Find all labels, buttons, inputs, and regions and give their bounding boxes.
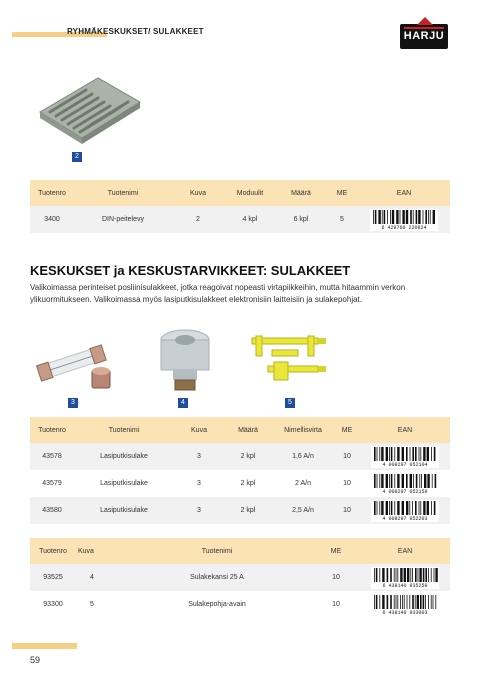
column-header: Määrä [276, 180, 326, 206]
barcode-bar [420, 595, 422, 609]
cell-kuva: 3 [174, 470, 224, 497]
barcode-bar [427, 501, 429, 515]
barcode-bar [402, 447, 404, 461]
barcode-bar [412, 568, 413, 582]
barcode-bar [425, 210, 427, 224]
din-cover-image [36, 72, 146, 150]
cell-ean [360, 497, 450, 524]
barcode-bar [386, 474, 388, 488]
barcode-bar [423, 447, 425, 461]
barcode-bar [423, 501, 425, 515]
barcode-bar [424, 474, 426, 488]
cell-maara: 2 kpl [224, 470, 272, 497]
barcode-bar [394, 501, 395, 515]
image-badge-3: 3 [68, 398, 78, 408]
column-header: Tuotenro [30, 180, 74, 206]
barcode-bar [425, 595, 426, 609]
barcode-bar [394, 474, 395, 488]
table-row [30, 206, 450, 233]
barcode-bar [394, 568, 395, 582]
barcode-bar [419, 474, 420, 488]
barcode-bar [434, 501, 436, 515]
barcode-bar [418, 210, 420, 224]
barcode [370, 209, 438, 231]
barcode-bar [396, 595, 397, 609]
barcode-bar [397, 447, 399, 461]
barcode-bar [386, 447, 388, 461]
barcode-bar [415, 568, 417, 582]
barcode-bar [386, 501, 388, 515]
barcode-bar [434, 568, 435, 582]
barcode-bar [407, 595, 408, 609]
glass-fuse-table [30, 417, 450, 524]
barcode-bar [432, 474, 433, 488]
cell-tuotenimi: DIN-peitelevy [74, 206, 172, 233]
barcode-bar [425, 568, 427, 582]
barcode-bar [419, 568, 421, 582]
barcode-bar [413, 210, 414, 224]
cell-kuva: 3 [174, 497, 224, 524]
cell-nimellisvirta: 2 A/n [272, 470, 334, 497]
barcode-bar [406, 501, 408, 515]
column-header: ME [312, 538, 360, 564]
barcode-bar [419, 501, 420, 515]
barcode-bar [423, 595, 425, 609]
logo-stripe [404, 27, 444, 29]
cell-kuva: 3 [174, 443, 224, 470]
barcode-bar [423, 210, 424, 224]
table-header-row [30, 180, 450, 206]
barcode-bar [392, 210, 394, 224]
barcode-bar [378, 210, 380, 224]
glass-fuse-image [36, 336, 120, 394]
barcode-bar [431, 595, 432, 609]
barcode-bar [413, 474, 414, 488]
barcode-bar [431, 501, 432, 515]
barcode-bar [390, 595, 392, 609]
table-row [30, 497, 450, 524]
barcode-bar [434, 447, 436, 461]
barcode-bar [416, 474, 418, 488]
cell-moduulit: 4 kpl [224, 206, 276, 233]
barcode-bar [431, 568, 432, 582]
barcode [371, 446, 439, 468]
barcode-bar [373, 210, 374, 224]
barcode-bar [389, 501, 390, 515]
barcode-number: 6 429760 220824 [381, 224, 427, 231]
barcode-bar [391, 474, 393, 488]
barcode-bar [409, 501, 410, 515]
barcode-bar [377, 474, 378, 488]
cell-tuotenro: 43580 [30, 497, 74, 524]
barcode-bar [412, 595, 414, 609]
cell-ean [360, 591, 450, 618]
fuse-accessory-table [30, 538, 450, 618]
section-description: Valikoimassa perinteiset posliinisulakkeet, jotka reagoivat nopeasti virtapiikkeihin, mutta hitaammin verkon ylikuormitukseen. Valikoimassa myös lasiputkisulakkeet elektronisiin laitteisiin ja sulakepohjat. [30, 283, 406, 304]
barcode-bar [377, 501, 378, 515]
cell-me: 10 [312, 564, 360, 591]
cell-ean [360, 564, 450, 591]
barcode-bar [423, 568, 425, 582]
fuse-cap-image [155, 326, 215, 394]
barcode-bar [435, 595, 436, 609]
column-header: Tuotenro [30, 417, 74, 443]
barcode-bar [435, 568, 437, 582]
barcode-bar [397, 595, 398, 609]
barcode-bar [379, 474, 380, 488]
barcode-bar [374, 474, 376, 488]
column-header: ME [334, 417, 360, 443]
barcode-bar [428, 210, 429, 224]
barcode-bar [416, 210, 418, 224]
barcode-bar [387, 595, 389, 609]
barcode-bar [387, 210, 388, 224]
barcode-bar [409, 595, 410, 609]
cell-ean [360, 470, 450, 497]
barcode-bar [374, 568, 375, 582]
barcode-bar [384, 210, 386, 224]
cell-ean [358, 206, 450, 233]
column-header: Kuva [174, 417, 224, 443]
cell-maara: 2 kpl [224, 443, 272, 470]
cell-tuotenimi: Lasiputkisulake [74, 497, 174, 524]
barcode-bar [410, 447, 411, 461]
cell-maara: 2 kpl [224, 497, 272, 524]
barcode-bar [381, 447, 383, 461]
barcode-bar [391, 501, 393, 515]
barcode-bar [431, 447, 432, 461]
image-badge-4: 4 [178, 398, 188, 408]
table-row [30, 470, 450, 497]
barcode-bar [415, 595, 416, 609]
barcode-bar [427, 447, 429, 461]
column-header: Moduulit [224, 180, 276, 206]
barcode-bar [402, 474, 404, 488]
cell-tuotenro: 93525 [30, 564, 76, 591]
column-header: Tuotenimi [74, 180, 172, 206]
din-cover-table [30, 180, 450, 233]
barcode-bar [376, 568, 378, 582]
barcode-bar [404, 595, 405, 609]
column-header: EAN [358, 180, 450, 206]
barcode [371, 567, 439, 589]
barcode-bar [406, 474, 408, 488]
cell-me: 10 [334, 470, 360, 497]
barcode-bar [410, 474, 412, 488]
barcode-bar [382, 595, 384, 609]
logo-roof-icon [417, 17, 433, 25]
cell-maara: 6 kpl [276, 206, 326, 233]
image-badge-2: 2 [72, 152, 82, 162]
barcode-bar [389, 447, 390, 461]
table-header-row [30, 538, 450, 564]
barcode-bar [421, 474, 422, 488]
fuse-base-key-image [248, 332, 330, 392]
barcode-bar [419, 447, 420, 461]
barcode-bar [435, 474, 437, 488]
barcode-bar [379, 595, 380, 609]
footer-accent-bar [12, 643, 77, 649]
barcode-bar [379, 447, 380, 461]
barcode-bar [394, 595, 395, 609]
barcode-bar [433, 595, 434, 609]
barcode-bar [387, 568, 389, 582]
barcode-bar [376, 595, 378, 609]
cell-nimellisvirta: 1,6 A/n [272, 443, 334, 470]
harju-logo [400, 24, 448, 49]
barcode-bar [415, 447, 417, 461]
barcode-bar [404, 568, 406, 582]
barcode-bar [400, 595, 401, 609]
barcode-bar [397, 501, 399, 515]
barcode-bar [396, 210, 398, 224]
barcode-bar [382, 568, 384, 582]
column-header: Määrä [224, 417, 272, 443]
barcode-bar [402, 595, 403, 609]
barcode-bar [400, 210, 401, 224]
barcode-number: 6 438140 935250 [382, 582, 428, 589]
barcode-number: 4 008297 052203 [382, 515, 428, 522]
barcode-bar [406, 210, 408, 224]
barcode [371, 473, 439, 495]
column-header: ME [326, 180, 358, 206]
barcode-bar [406, 447, 408, 461]
barcode-bar [375, 210, 377, 224]
barcode-bar [379, 501, 380, 515]
column-header: EAN [360, 538, 450, 564]
cell-tuotenro: 93300 [30, 591, 76, 618]
barcode-bar [374, 595, 375, 609]
barcode-bar [417, 595, 419, 609]
column-header: Kuva [172, 180, 224, 206]
barcode-bar [433, 210, 435, 224]
column-header: Tuotenro [30, 538, 76, 564]
cell-me: 10 [334, 443, 360, 470]
barcode-bar [390, 568, 392, 582]
barcode-number: 4 008297 052104 [382, 461, 428, 468]
barcode-bar [382, 210, 383, 224]
barcode-bar [374, 501, 376, 515]
column-header: Tuotenimi [122, 538, 312, 564]
cell-ean [360, 443, 450, 470]
barcode-bar [412, 501, 413, 515]
barcode-bar [396, 568, 397, 582]
barcode-bar [407, 568, 409, 582]
barcode-bar [420, 447, 421, 461]
barcode-bar [381, 474, 383, 488]
table-header-row [30, 417, 450, 443]
barcode-bar [420, 501, 421, 515]
column-header: Kuva [76, 538, 122, 564]
barcode-bar [400, 568, 402, 582]
table-row [30, 564, 450, 591]
cell-tuotenro: 43579 [30, 470, 74, 497]
cell-kuva: 5 [76, 591, 122, 618]
section-title: KESKUKSET ja KESKUSTARVIKKEET: SULAKKEET [30, 263, 351, 278]
cell-tuotenro: 43578 [30, 443, 74, 470]
cell-me: 10 [312, 591, 360, 618]
barcode-bar [415, 501, 417, 515]
barcode-number: 6 438140 933003 [382, 609, 428, 616]
barcode-bar [402, 501, 404, 515]
cell-kuva: 4 [76, 564, 122, 591]
cell-nimellisvirta: 2,5 A/n [272, 497, 334, 524]
barcode-bar [381, 501, 383, 515]
page-number: 59 [30, 655, 41, 665]
barcode-bar [374, 447, 376, 461]
cell-tuotenimi: Sulakekansi 25 A [122, 564, 312, 591]
barcode-bar [391, 447, 393, 461]
cell-tuotenimi: Lasiputkisulake [74, 470, 174, 497]
cell-me: 5 [326, 206, 358, 233]
cell-tuotenimi: Lasiputkisulake [74, 443, 174, 470]
barcode-bar [390, 210, 391, 224]
barcode-bar [430, 210, 431, 224]
barcode-bar [428, 568, 429, 582]
barcode-bar [412, 447, 414, 461]
barcode-bar [410, 568, 411, 582]
barcode-bar [397, 568, 398, 582]
barcode-bar [418, 568, 419, 582]
column-header: Nimellisvirta [272, 417, 334, 443]
cell-tuotenimi: Sulakepohja-avain [122, 591, 312, 618]
barcode-bar [389, 474, 390, 488]
barcode [371, 500, 439, 522]
barcode-number: 4 008297 052159 [382, 488, 428, 495]
column-header: Tuotenimi [74, 417, 174, 443]
barcode-bar [394, 447, 395, 461]
barcode-bar [377, 447, 378, 461]
logo-text: HARJU [403, 30, 445, 42]
barcode-bar [379, 568, 380, 582]
cell-kuva: 2 [172, 206, 224, 233]
barcode-bar [397, 474, 399, 488]
table-row [30, 591, 450, 618]
barcode-bar [427, 474, 429, 488]
barcode-bar [402, 210, 404, 224]
image-badge-5: 5 [285, 398, 295, 408]
barcode [371, 594, 439, 616]
barcode-bar [410, 210, 412, 224]
cell-me: 10 [334, 497, 360, 524]
cell-tuotenro: 3400 [30, 206, 74, 233]
barcode-bar [428, 595, 429, 609]
column-header: EAN [360, 417, 450, 443]
page-header-title: RYHMÄKESKUKSET/ SULAKKEET [67, 27, 204, 36]
table-row [30, 443, 450, 470]
